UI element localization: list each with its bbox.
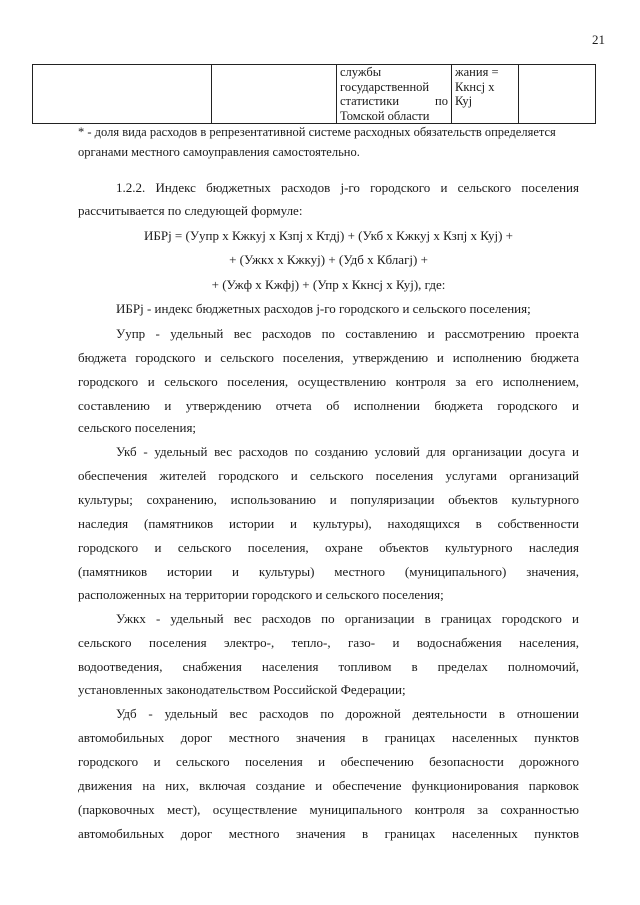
section-heading: 1.2.2. Индекс бюджетных расходов j-го городского и сельского поселения <box>116 180 579 195</box>
definition-line: (парковочных мест), осуществление муниципального контроля за сохранностью <box>78 802 579 817</box>
formula-line: + (Ужф x Кжфj) + (Упр x Ккнсj x Куj), где: <box>211 277 446 292</box>
continued-table <box>32 64 596 124</box>
definition-line: городского и сельского поселения, осуществлению контроля за его исполнением, <box>78 374 579 389</box>
definition-line: Удб - удельный вес расходов по дорожной деятельности в отношении <box>116 706 579 721</box>
definition-line: городского и сельского поселения и обеспечению безопасности дорожного <box>78 754 579 769</box>
footnote-line: органами местного самоуправления самостоятельно. <box>78 145 360 159</box>
definition-line: сельского поселения; <box>78 420 197 435</box>
formula-line: ИБРj = (Уупр x Кжкуj x Кзпj x Ктдj) + (Укб x Кжкуj x Кзпj x Куj) + <box>143 228 513 243</box>
definition-line: установленных законодательством Российской Федерации; <box>78 682 406 697</box>
table-cell-formula <box>452 65 519 124</box>
cell-text: службы <box>340 65 382 79</box>
definition-line: автомобильных дорог местного значения в границах населенных пунктов <box>78 730 579 745</box>
table-cell <box>33 65 212 124</box>
definition-line: городского и сельского поселения, охране объектов культурного наследия <box>78 540 579 555</box>
definition-line: бюджета городского и сельского поселения, утверждению и исполнению бюджета <box>78 350 579 365</box>
section-text: рассчитывается по следующей формуле: <box>78 203 303 218</box>
cell-text: государственной <box>340 79 430 94</box>
definition-line: культуры; сохранению, использованию и популяризации объектов культурного <box>78 492 579 507</box>
definition-line: расположенных на территории городского и сельского поселения; <box>78 587 444 602</box>
definition-line: наследия (памятников истории и культуры), находящихся в собственности <box>78 516 579 531</box>
definition-line: Уупр - удельный вес расходов по составлению и рассмотрению проекта <box>116 326 579 341</box>
formula-line: + (Ужкх x Кжкуj) + (Удб x Кблагj) + <box>229 252 428 267</box>
definition-line: движения на них, включая создание и обеспечение функционирования парковок <box>78 778 579 793</box>
cell-text: жания = <box>455 65 499 79</box>
definition-line: Укб - удельный вес расходов по созданию условий для организации досуга и <box>116 444 579 459</box>
page-number: 21 <box>592 32 605 47</box>
table-cell <box>212 65 337 124</box>
definition-ibr: ИБРj - индекс бюджетных расходов j-го городского и сельского поселения; <box>116 301 531 316</box>
cell-text: статистики по <box>340 94 448 108</box>
definition-line: (памятников истории и культуры) местного (муниципального) значения, <box>78 564 579 579</box>
footnote-line: * - доля вида расходов в репрезентативной системе расходных обязательств определяется <box>78 125 556 139</box>
cell-text: Ккнсj x <box>455 79 495 94</box>
definition-line: автомобильных дорог местного значения в границах населенных пунктов <box>78 826 579 841</box>
definition-line: сельского поселения электро-, тепло-, газо- и водоснабжения населения, <box>78 635 579 650</box>
table-row <box>33 65 596 124</box>
table-cell-source <box>337 65 452 124</box>
table-cell <box>519 65 596 124</box>
definition-line: составлению и утверждению отчета об исполнении бюджета городского и <box>78 398 579 413</box>
definition-line: обеспечения жителей городского и сельского поселения услугами организаций <box>78 468 579 483</box>
cell-text: Куj <box>455 94 473 108</box>
cell-text: Томской области <box>340 108 430 123</box>
definition-line: водоотведения, снабжения населения топливом в пределах полномочий, <box>78 659 579 674</box>
definition-line: Ужкх - удельный вес расходов по организации в границах городского и <box>116 611 579 626</box>
